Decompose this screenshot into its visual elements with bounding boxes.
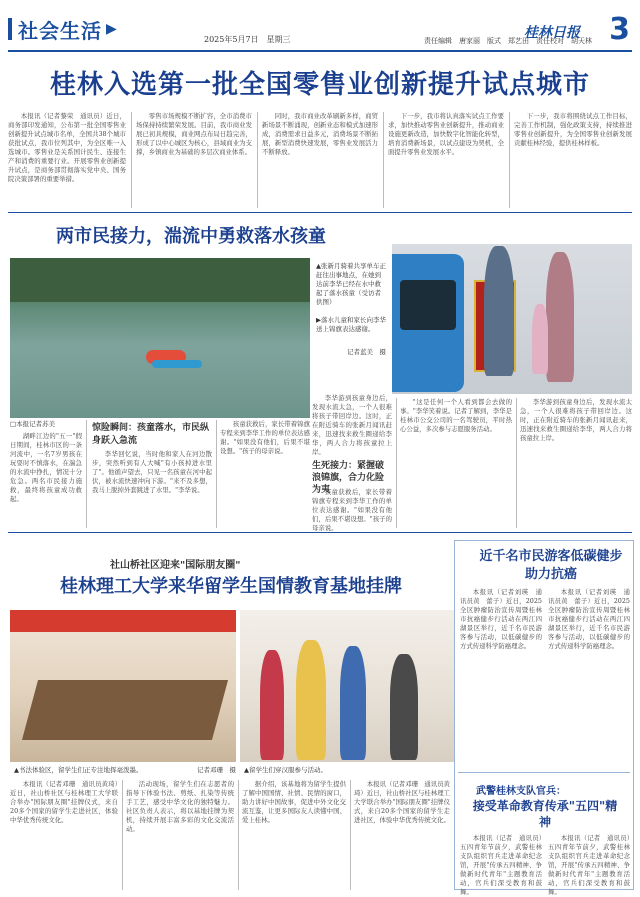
photo-credit-2: 记者蓝美 摄: [347, 348, 386, 356]
lead-column-4: 下一步，我市将认真落实试点工作要求，加快推动零售业创新提升，推动商业设施更新改造，加快数字化智能化转型，培育消费新场景，以试点建设为契机，全面提升零售业发展水平。: [388, 112, 504, 156]
students-body-3: 据介绍，该基地将为留学生提供了解中国国情、社情、民情的窗口，助力讲好中国故事，促进中外文化交流互鉴，让更多国际友人读懂中国、爱上桂林。: [242, 780, 346, 824]
student-hanfu-3: [340, 646, 366, 760]
rescue-body-4: 李华游到孩童身边后，发现水流太急，一个人很难将孩子带回岸边。这时，正在附近骑车的张新月闻讯赶来，迅速找来救生圈递给李华，两人合力将孩童拉上岸。: [520, 398, 632, 442]
rescue-intro: 湖畔江边的"五一"假日期间，桂林市区的一条河流中，一名7岁男孩在玩耍时不慎落水，在湍急的水流中挣扎，情况十分危急。两名市民接力施救，最终将孩童成功救起。: [10, 432, 82, 503]
issue-date: 2025年5月7日 星期三: [204, 35, 291, 44]
lead-column-2: 零售市场规模不断扩容，全市消费市场保持持续繁荣发展。目前，我市商业发展已初具规模，商业网点布局日趋完善，形成了以中心城区为核心，县域商业为支撑，乡镇商业为基础的多层次商业体系。: [136, 112, 252, 156]
editor-credits: 责任编辑 唐家丽 版式 郑艺田 责任校对 胡天林: [424, 37, 592, 45]
photo-caption-2: ▶落水儿童和家长向李华送上锦旗表达感谢。: [316, 316, 386, 333]
inset-label: □本报记者苏美: [10, 420, 56, 428]
students-body-4: 本报讯（记者邓珊 通讯员黄琦）近日，社山桥社区与桂林理工大学联合举办"国际朋友圈"挂牌仪式，来自20多个国家的留学生走进社区，体验中华优秀传统文化。: [354, 780, 450, 824]
rescue-body-1b: 孩童获救后，家长带着锦旗专程来到李华工作的单位表达感谢。"如果没有他们，后果不堪设想。"孩子的母亲说。: [220, 420, 310, 455]
rescue-body-3: "这是任何一个人看到都会去做的事。"李华笑着说。记者了解到，李华是桂林市公交公司的一名驾驶员，平时热心公益，多次参与志愿服务活动。: [400, 398, 512, 433]
hanfu-photo: [240, 610, 454, 762]
rescue-headline: 两市民接力，湍流中勇救落水孩童: [56, 226, 326, 247]
students-body-1: 本报讯（记者邓珊 通讯员黄琦）近日，社山桥社区与桂林理工大学联合举办"国际朋友圈"挂牌仪式，来自20多个国家的留学生走进社区，体验中华优秀传统文化。: [10, 780, 118, 824]
students-caption-right: ▲留学生们穿汉服参与活动。: [244, 766, 327, 774]
lowcarbon-body-1: 本报讯（记者刘瑛 通讯员黄 蕾子）近日，2025全区肿瘤防治宣传周暨桂林市抗癌健步行活动在两江四湖景区举行，近千名市民游客参与活动，以低碳健步的方式传递科学防癌理念。: [460, 588, 542, 650]
header-rule: [8, 50, 632, 52]
volunteer-kicker: 武警桂林支队官兵：: [476, 786, 566, 797]
classroom-banner: [10, 610, 236, 632]
student-hanfu-1: [260, 650, 284, 760]
students-caption-left: ▲书法体验区，留学生们正专注地挥毫泼墨。: [14, 766, 143, 774]
page-number: 3: [609, 12, 630, 47]
man-figure: [484, 246, 514, 376]
students-kicker: 社山桥社区迎来"国际朋友圈": [110, 560, 241, 571]
child-figure: [532, 304, 548, 374]
riverbank-trees: [10, 258, 310, 302]
bus-window: [400, 280, 456, 330]
rescue-body-2b: 孩童获救后，家长带着锦旗专程来到李华工作的单位表达感谢。"如果没有他们，后果不堪设想。"孩子的母亲说。: [312, 488, 392, 532]
rescue-subhead-1: 惊险瞬间：孩童落水，市民纵身跃入急流: [92, 423, 210, 446]
lowcarbon-body-2: 本报讯（记者刘瑛 通讯员黄 蕾子）近日，2025全区肿瘤防治宣传周暨桂林市抗癌健步行活动在两江四湖景区举行，近千名市民游客参与活动，以低碳健步的方式传递科学防癌理念。: [548, 588, 630, 650]
rescue-subhead-2: 生死接力：紧握破浪锦旗，合力化险为夷: [312, 461, 385, 495]
banner-ceremony-photo: [392, 244, 632, 394]
section-tag: [8, 14, 117, 44]
paddleboard: [152, 360, 202, 368]
woman-figure: [546, 252, 574, 382]
volunteer-body-2: 本报讯（记者 通讯员）五四青年节前夕，武警桂林支队组织官兵走进革命纪念馆，开展"传承五四精神、争做新时代青年"主题教育活动，官兵们深受教育和鼓舞。: [548, 834, 630, 896]
table: [22, 680, 228, 740]
students-credit: 记者邓珊 摄: [197, 766, 236, 774]
photo-caption-1: ▲张新月骑着共享单车正赶往出事地点，在她到达前李华已经在水中救起了落水孩童（受访者供图）: [316, 262, 386, 306]
lead-column-1: 本报讯（记者黎荣 通讯员）近日，商务部印发通知，公布第一批全国零售业创新提升试点城市名单，全国共38个城市获批试点，我市位列其中，为全区唯一入选城市。零售业是关系国计民生、连接生产和消费的重要行业。开展零售业创新提升试点，是商务部贯彻落实党中央、国务院决策部署的重要举措。: [8, 112, 126, 183]
lead-column-3: 同时，我市商业改革刷新多样，商贸新场景不断涌现，创新业态和模式加速形成，消费需求日益多元，消费场景不断拓展，新型消费快速发展，零售业发展活力不断释放。: [262, 112, 378, 156]
section-bar: [8, 18, 12, 40]
students-body-2: 活动现场，留学生们在志愿者的指导下体验书法、剪纸、扎染等传统手工艺，感受中华文化的独特魅力。社区负责人表示，将以基地挂牌为契机，持续开展丰富多彩的文化交流活动。: [126, 780, 234, 833]
lead-headline: 桂林入选第一批全国零售业创新提升试点城市: [49, 70, 590, 100]
section-name: 社会生活: [18, 18, 102, 43]
masthead: [8, 14, 632, 50]
calligraphy-photo: [10, 610, 236, 762]
river-rescue-photo: [10, 258, 310, 418]
chevron-right-icon: ▶: [106, 21, 117, 37]
students-headline: 桂林理工大学来华留学生国情教育基地挂牌: [60, 576, 402, 597]
rescue-body-2a: 李华游到孩童身边后，发现水流太急，一个人很难将孩子带回岸边。这时，正在附近骑车的张新月闻讯赶来，迅速找来救生圈递给李华，两人合力将孩童拉上岸。: [312, 394, 392, 456]
volunteer-body-1: 本报讯（记者 通讯员）五四青年节前夕，武警桂林支队组织官兵走进革命纪念馆，开展"传承五四精神、争做新时代青年"主题教育活动，官兵们深受教育和鼓舞。: [460, 834, 542, 896]
student-hanfu-4: [390, 654, 418, 760]
lead-column-5: 下一步，我市将围绕试点工作目标，完善工作机制，强化政策支持，持续推进零售业创新提升，为全国零售业创新发展贡献桂林经验，提供桂林样板。: [514, 112, 632, 147]
lowcarbon-headline: 近千名市民游客低碳健步助力抗癌: [479, 549, 623, 582]
student-hanfu-2: [296, 640, 326, 760]
volunteer-headline: 接受革命教育传承"五四"精神: [472, 799, 618, 829]
rescue-body-1: 李华回忆说，当时他和家人在河边散步，突然听到有人大喊"有小孩掉进水里了"。他循声望去，只见一名孩童在河中起伏，被水流快速冲向下游。"来不及多想，我马上脱掉外套跳进了水里。"李华说。: [92, 450, 212, 494]
paper-logo: 桂林日报: [524, 25, 580, 41]
bus-body: [392, 254, 464, 392]
